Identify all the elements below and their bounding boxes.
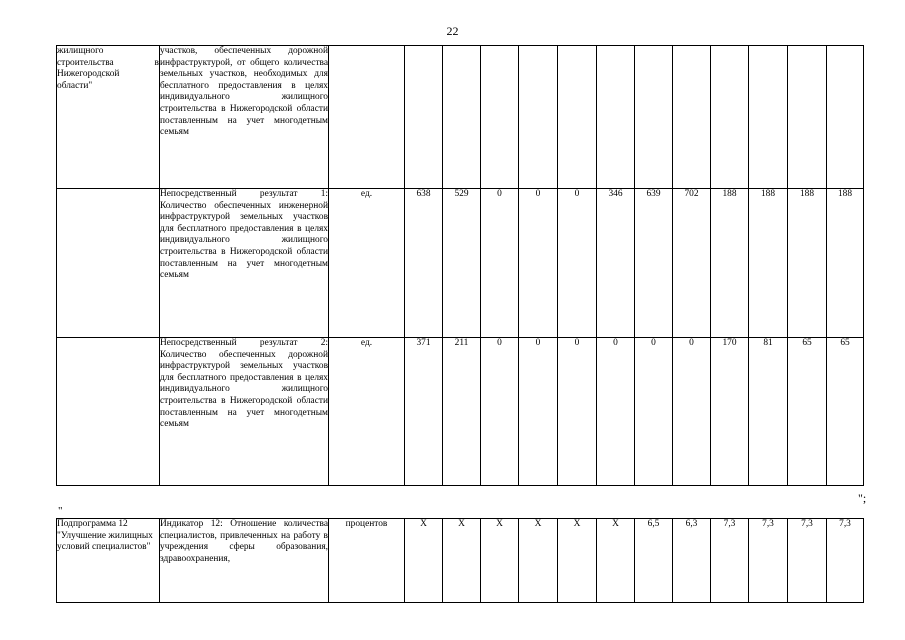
indicator-description-cell: Индикатор 12: Отношение количества специалистов, привлеченных на работу в учреждения сферы образования, здравоохранения, — [160, 519, 329, 603]
value-cell: 7,3 — [711, 519, 749, 603]
value-cell: X — [481, 519, 519, 603]
value-cell — [711, 46, 749, 189]
value-cell — [827, 46, 864, 189]
table-row — [57, 46, 864, 189]
value-cell: 65 — [827, 338, 864, 486]
indicator-description-cell: Непосредственный результат 2: Количество обеспеченных дорожной инфраструктурой земельных участков для бесплатного предоставления в целях индивидуального жилищного строительства в Нижегородской области поставленным на учет многодетным семьям — [160, 338, 329, 486]
value-cell: 188 — [711, 189, 749, 338]
indicator-table-continuation — [56, 45, 864, 486]
value-cell: 702 — [673, 189, 711, 338]
value-cell: 0 — [558, 338, 597, 486]
program-name-cell — [57, 189, 160, 338]
table-row — [57, 189, 864, 338]
value-cell — [405, 46, 443, 189]
value-cell: 639 — [635, 189, 673, 338]
indicator-description-cell: участков, обеспеченных дорожной инфраструктурой, от общего количества земельных участков, необходимых для бесплатного предоставления в целях индивидуального жилищного строительства в Нижегородской области поставленным на учет многодетным семьям — [160, 46, 329, 189]
value-cell — [749, 46, 788, 189]
value-cell: 7,3 — [827, 519, 864, 603]
value-cell: 170 — [711, 338, 749, 486]
table-row — [57, 519, 864, 603]
unit-cell — [329, 46, 405, 189]
value-cell — [519, 46, 558, 189]
value-cell: 0 — [481, 338, 519, 486]
closing-quote: "; — [858, 491, 867, 505]
value-cell: 81 — [749, 338, 788, 486]
program-name-cell: Подпрограмма 12 "Улучшение жилищных условий специалистов" — [57, 519, 160, 603]
value-cell: 7,3 — [749, 519, 788, 603]
value-cell: 0 — [519, 338, 558, 486]
value-cell: 188 — [788, 189, 827, 338]
value-cell: 0 — [635, 338, 673, 486]
indicator-table-subprogram — [56, 518, 864, 603]
value-cell: 0 — [558, 189, 597, 338]
page-number: 22 — [446, 24, 459, 38]
value-cell: 188 — [749, 189, 788, 338]
value-cell: X — [597, 519, 635, 603]
value-cell: X — [558, 519, 597, 603]
value-cell: 0 — [597, 338, 635, 486]
value-cell — [481, 46, 519, 189]
value-cell: 529 — [443, 189, 481, 338]
value-cell: 65 — [788, 338, 827, 486]
value-cell — [558, 46, 597, 189]
value-cell — [673, 46, 711, 189]
value-cell: 346 — [597, 189, 635, 338]
value-cell: 6,3 — [673, 519, 711, 603]
unit-cell: процентов — [329, 519, 405, 603]
value-cell — [443, 46, 481, 189]
program-name-cell — [57, 338, 160, 486]
unit-cell: ед. — [329, 338, 405, 486]
table-row — [57, 338, 864, 486]
value-cell: X — [443, 519, 481, 603]
unit-cell: ед. — [329, 189, 405, 338]
value-cell — [788, 46, 827, 189]
value-cell: 188 — [827, 189, 864, 338]
value-cell: 371 — [405, 338, 443, 486]
opening-quote: " — [58, 505, 63, 517]
indicator-description-cell: Непосредственный результат 1: Количество обеспеченных инженерной инфраструктурой земельных участков для бесплатного предоставления в целях индивидуального жилищного строительства в Нижегородской области поставленным на учет многодетным семьям — [160, 189, 329, 338]
value-cell: 0 — [519, 189, 558, 338]
value-cell — [635, 46, 673, 189]
value-cell: X — [519, 519, 558, 603]
value-cell: 6,5 — [635, 519, 673, 603]
value-cell: 211 — [443, 338, 481, 486]
value-cell: 0 — [481, 189, 519, 338]
value-cell: 7,3 — [788, 519, 827, 603]
value-cell: X — [405, 519, 443, 603]
program-name-cell: жилищного строительства в Нижегородской области" — [57, 46, 160, 189]
value-cell — [597, 46, 635, 189]
value-cell: 638 — [405, 189, 443, 338]
value-cell: 0 — [673, 338, 711, 486]
